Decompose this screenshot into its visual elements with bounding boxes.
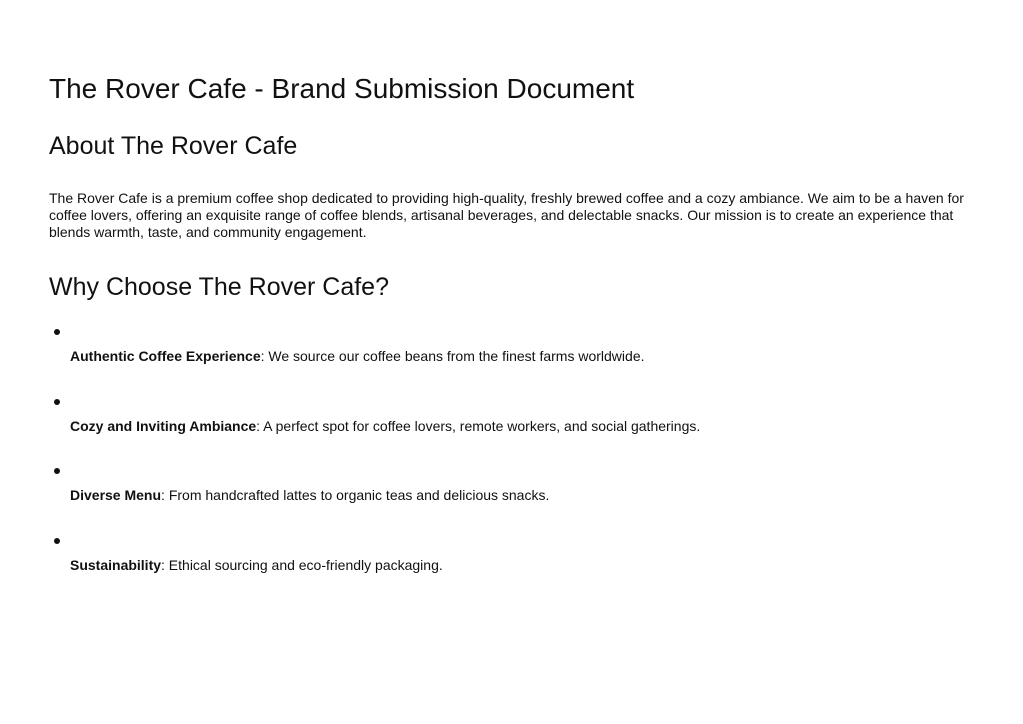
reason-title: Authentic Coffee Experience	[70, 348, 261, 364]
reasons-list	[49, 326, 979, 604]
reason-title: Diverse Menu	[70, 487, 162, 503]
reason-text	[70, 487, 549, 504]
reason-title: Cozy and Inviting Ambiance	[70, 417, 257, 434]
bullet-icon	[54, 329, 60, 335]
why-choose-heading: Why Choose The Rover Cafe?	[49, 273, 389, 301]
about-paragraph: The Rover Cafe is a premium coffee shop dedicated to providing high-quality, freshly brewed coffee and a cozy ambiance. We aim to be a haven for coffee lovers, offering an exquisite range of coffee blends, artisanal beverages, and delectable snacks. Our mission is to create an experience that blends warmth, taste, and community engagement.	[49, 190, 964, 240]
reason-text	[70, 418, 700, 435]
reason-item	[49, 535, 979, 605]
about-heading: About The Rover Cafe	[49, 132, 298, 160]
document-title: The Rover Cafe - Brand Submission Document	[49, 73, 635, 104]
reason-item	[49, 326, 979, 396]
reason-text	[70, 348, 645, 365]
reason-description: : From handcrafted lattes to organic teas and delicious snacks.	[161, 487, 550, 503]
reason-description: : We source our coffee beans from the finest farms worldwide.	[260, 348, 645, 364]
bullet-icon	[54, 399, 60, 405]
reason-description: : Ethical sourcing and eco-friendly packaging.	[161, 556, 443, 573]
reason-title: Sustainability	[70, 556, 162, 573]
bullet-icon	[54, 538, 60, 544]
bullet-icon	[54, 468, 60, 474]
reason-text	[70, 557, 443, 574]
reason-item	[49, 396, 979, 466]
reason-description: : A perfect spot for coffee lovers, remote workers, and social gatherings.	[256, 417, 701, 434]
reason-item	[49, 465, 979, 535]
